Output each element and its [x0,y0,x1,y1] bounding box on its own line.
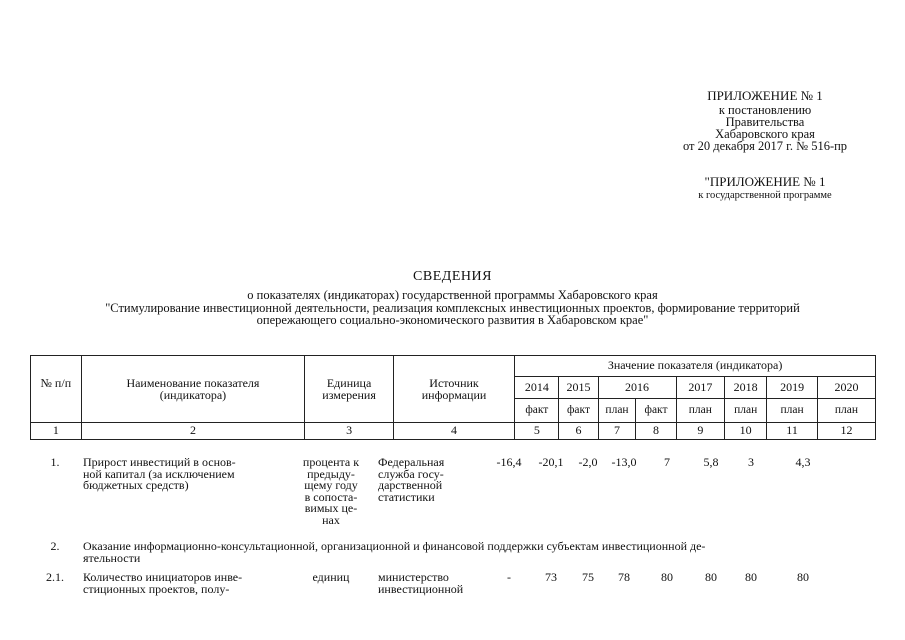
value-cell: 5,8 [703,455,719,469]
row-section-name [83,541,873,564]
row-unit [293,457,369,526]
name-line: бюджетных средств) [83,478,189,492]
indicators-table [30,355,876,440]
header-unit: Единица измерения [305,356,394,423]
header-type: план [767,399,818,423]
unit-line: единиц [312,570,350,584]
value-cell: -13,0 [611,455,637,469]
column-number: 11 [767,423,818,440]
source-line: служба госу- [378,466,444,481]
source-line: министерство [378,570,449,584]
header-year: 2017 [676,377,725,399]
header-year: 2020 [817,377,875,399]
header-year: 2014 [515,377,559,399]
program-appendix-title: "ПРИЛОЖЕНИЕ № 1 [704,174,826,189]
row-number: 2. [50,539,60,553]
value-cell: - [507,570,511,584]
column-number: 10 [725,423,767,440]
row-source [378,457,486,503]
name-line: ятельности [83,550,141,565]
program-appendix-subtitle: к государственной программе [698,190,832,201]
column-number: 5 [515,423,559,440]
value-cell: -20,1 [538,455,564,469]
title-line: опережающего социально-экономического развития в Хабаровском крае" [256,313,649,327]
column-number: 3 [305,423,394,440]
header-type: план [725,399,767,423]
source-line: дарственной [378,478,443,492]
unit-line: процента к [302,455,360,469]
column-number: 2 [81,423,305,440]
header-year: 2015 [559,377,598,399]
value-cell: 4,3 [795,455,811,469]
column-number: 9 [676,423,725,440]
title-line: о показателях (индикаторах) государственной программы Хабаровского края [247,288,658,302]
appendix-line: от 20 декабря 2017 г. № 516-пр [682,139,848,153]
header-value-group: Значение показателя (индикатора) [515,356,876,377]
unit-line: нах [322,512,340,527]
document-title [0,269,905,327]
name-line: стиционных проектов, полу- [83,581,230,596]
unit-line: в сопоста- [304,489,358,504]
header-num: № п/п [31,356,82,423]
column-number: 6 [559,423,598,440]
unit-line: предыду- [307,466,355,481]
header-year: 2018 [725,377,767,399]
appendix-line: Хабаровского края [715,127,815,141]
appendix-title: ПРИЛОЖЕНИЕ № 1 [707,88,823,103]
program-appendix-stamp [660,175,870,203]
column-number: 4 [393,423,514,440]
source-line: инвестиционной [378,581,464,596]
unit-line: вимых це- [304,501,358,515]
header-type: факт [515,399,559,423]
header-type: факт [559,399,598,423]
value-cell: 80 [797,570,809,584]
name-line: ной капитал (за исключением [83,466,235,481]
value-cell: 7 [664,455,670,469]
header-type: план [598,399,636,423]
title-line: "Стимулирование инвестиционной деятельности, реализация комплексных инвестиционных проектов, формирование территорий [105,300,800,315]
row-indicator-name [83,457,288,492]
appendix-stamp [660,90,870,152]
column-number: 7 [598,423,636,440]
header-year: 2019 [767,377,818,399]
header-source: Источник информации [393,356,514,423]
value-cell: -16,4 [496,455,522,469]
appendix-line: Правительства [725,115,805,129]
document-heading: СВЕДЕНИЯ [413,269,492,284]
unit-line: щему году [304,478,358,492]
name-line: Количество инициаторов инве- [83,570,243,584]
header-type: план [676,399,725,423]
row-number: 2.1. [46,570,64,584]
name-line: Оказание информационно-консультационной, организационной и финансовой поддержки субъектам инвестиционной де- [83,539,706,553]
value-cell: 75 [582,570,594,584]
value-cell: 73 [545,570,557,584]
value-cell: -2,0 [578,455,598,469]
row-source [378,572,486,595]
column-number: 1 [31,423,82,440]
value-cell: 3 [748,455,754,469]
column-number: 12 [817,423,875,440]
header-type: факт [636,399,676,423]
source-line: Федеральная [378,455,445,469]
name-line: Прирост инвестиций в основ- [83,455,236,469]
header-year: 2016 [598,377,676,399]
column-number: 8 [636,423,676,440]
source-line: статистики [378,489,435,504]
value-cell: 78 [618,570,630,584]
value-cell: 80 [745,570,757,584]
header-name: Наименование показателя (индикатора) [81,356,305,423]
row-indicator-name [83,572,288,595]
value-cell: 80 [661,570,673,584]
value-cell: 80 [705,570,717,584]
row-number: 1. [50,455,60,469]
appendix-line: к постановлению [718,103,812,117]
header-type: план [817,399,875,423]
row-unit [293,572,369,584]
